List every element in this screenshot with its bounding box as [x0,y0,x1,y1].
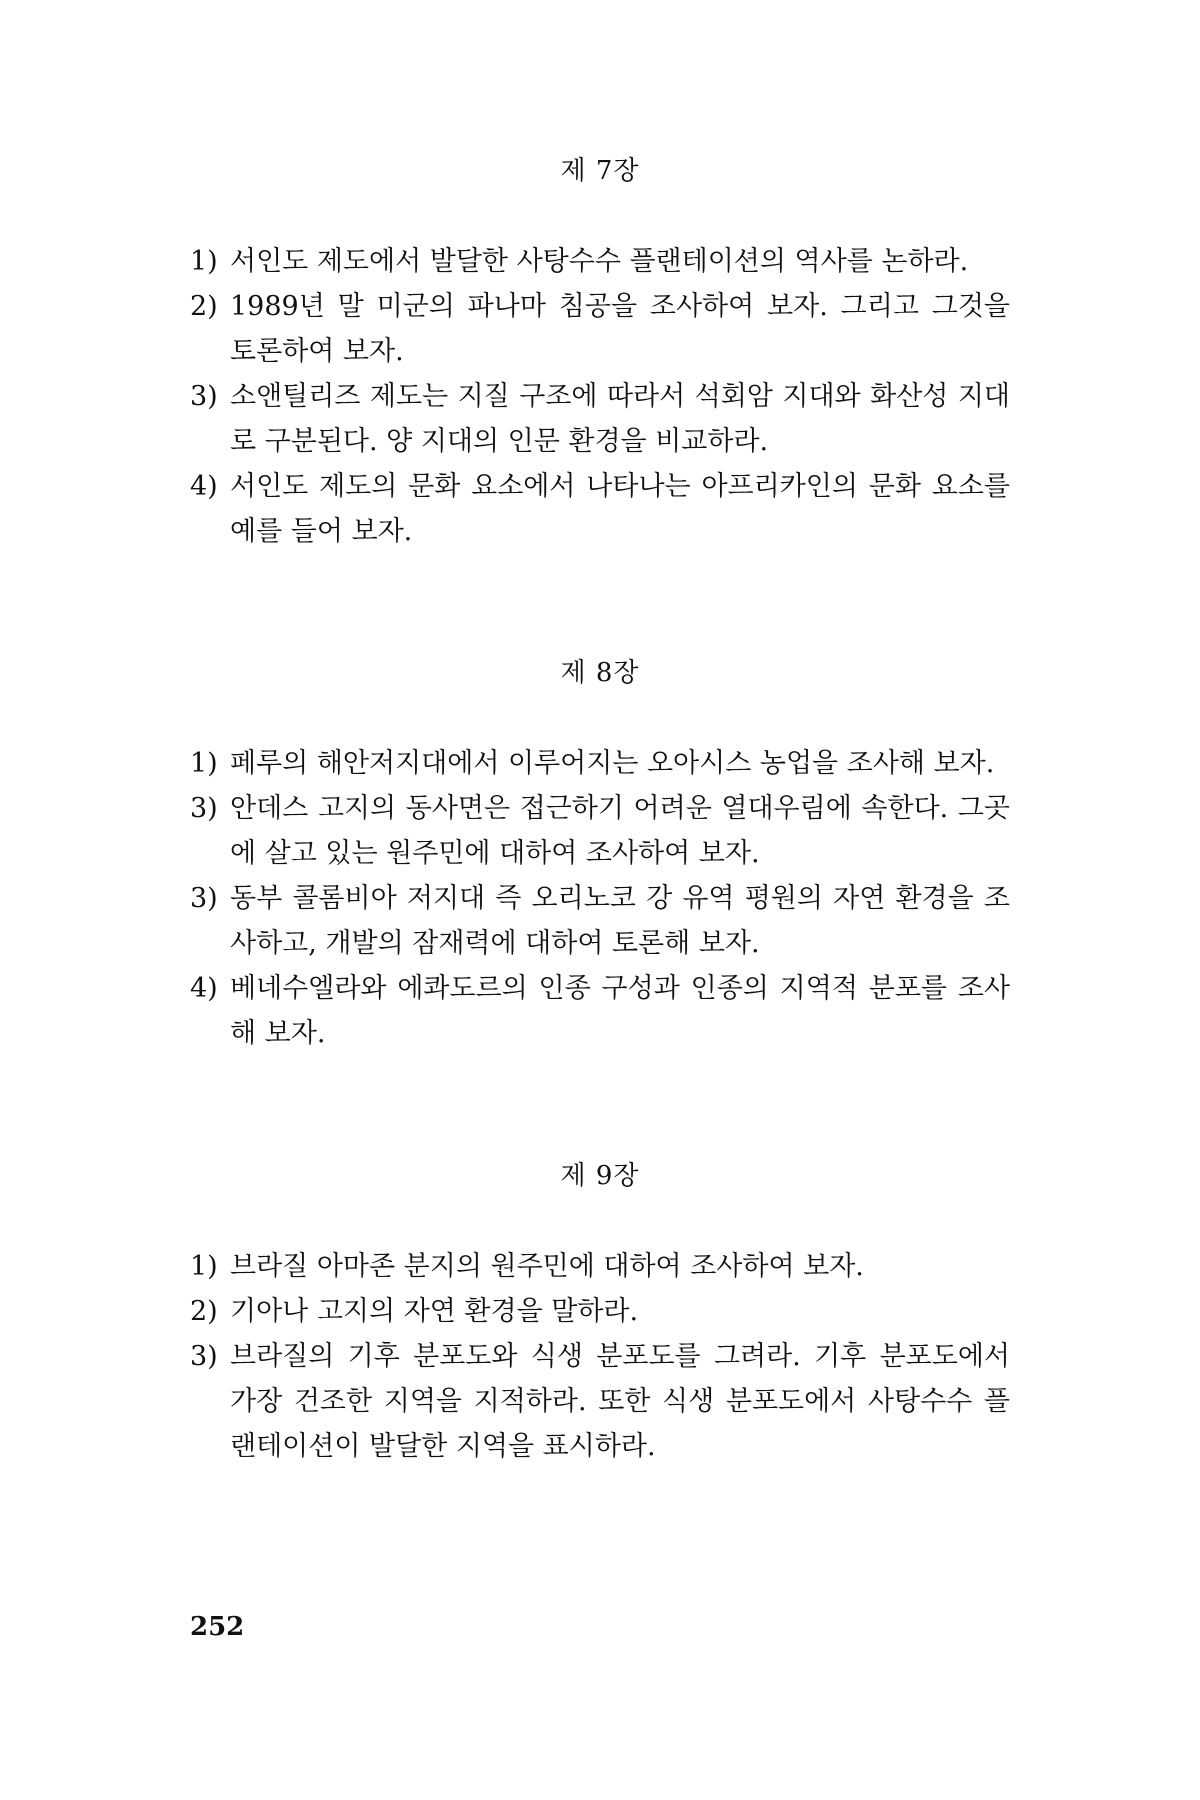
question-item [190,464,1010,554]
question-number: 3) [190,1341,218,1372]
question-number: 1) [190,246,218,277]
question-item [190,284,1010,374]
question-text: 1989년 말 미군의 파나마 침공을 조사하여 보자. 그리고 그것을 토론하여 보자. [230,291,1010,367]
question-item [190,1244,1010,1289]
chapter-9-section [190,1155,1010,1469]
chapter-title: 제 9장 [560,1161,640,1191]
question-item [190,374,1010,464]
question-text: 동부 콜롬비아 저지대 즉 오리노코 강 유역 평원의 자연 환경을 조사하고, 개발의 잠재력에 대하여 토론해 보자. [230,883,1010,959]
chapter-title: 제 7장 [560,156,640,186]
question-item [190,876,1010,966]
question-number: 1) [190,1251,218,1282]
question-number: 3) [190,793,218,824]
question-item [190,786,1010,876]
question-item [190,1289,1010,1334]
question-item [190,239,1010,284]
question-number: 2) [190,291,218,322]
question-text: 페루의 해안저지대에서 이루어지는 오아시스 농업을 조사해 보자. [230,748,995,779]
chapter-title: 제 8장 [560,658,640,688]
question-number: 2) [190,1296,218,1327]
question-list [190,1244,1010,1469]
question-text: 베네수엘라와 에콰도르의 인종 구성과 인종의 지역적 분포를 조사해 보자. [230,973,1010,1049]
question-item [190,966,1010,1056]
question-text: 브라질의 기후 분포도와 식생 분포도를 그려라. 기후 분포도에서 가장 건조한 지역을 지적하라. 또한 식생 분포도에서 사탕수수 플랜테이션이 발달한 지역을 표시하라. [230,1341,1010,1462]
question-text: 서인도 제도에서 발달한 사탕수수 플랜테이션의 역사를 논하라. [230,246,969,277]
question-text: 안데스 고지의 동사면은 접근하기 어려운 열대우림에 속한다. 그곳에 살고 있는 원주민에 대하여 조사하여 보자. [230,793,1010,869]
chapter-8-section [190,652,1010,1056]
question-text: 소앤틸리즈 제도는 지질 구조에 따라서 석회암 지대와 화산성 지대로 구분된다. 양 지대의 인문 환경을 비교하라. [230,381,1010,457]
question-number: 4) [190,471,218,502]
question-number: 3) [190,381,218,412]
question-text: 기아나 고지의 자연 환경을 말하라. [230,1296,639,1327]
question-text: 브라질 아마존 분지의 원주민에 대하여 조사하여 보자. [230,1251,864,1282]
question-number: 1) [190,748,218,779]
question-number: 4) [190,973,218,1004]
question-text: 서인도 제도의 문화 요소에서 나타나는 아프리카인의 문화 요소를 예를 들어 보자. [230,471,1010,547]
question-number: 3) [190,883,218,914]
chapter-7-section [190,150,1010,554]
question-list [190,741,1010,1056]
page-number: 252 [190,1612,245,1642]
question-item [190,741,1010,786]
question-list [190,239,1010,554]
question-item [190,1334,1010,1469]
